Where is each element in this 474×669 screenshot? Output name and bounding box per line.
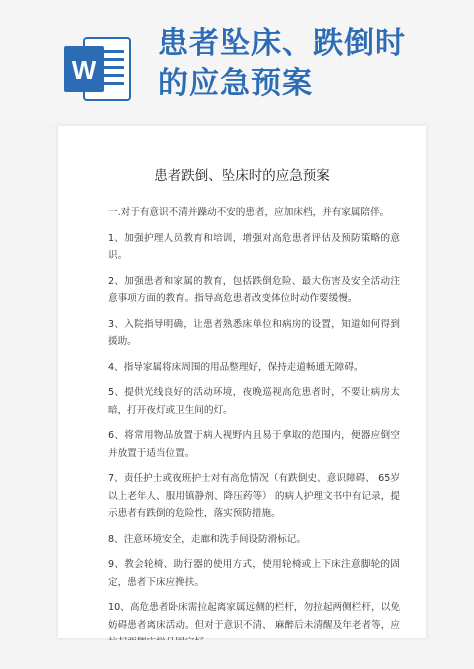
document-body: [108, 204, 400, 660]
paragraph-8: 8、注意环境安全，走廊和洗手间设防滑标记。: [108, 533, 306, 545]
header-banner: [0, 0, 474, 122]
svg-text:W: W: [71, 55, 97, 85]
document-page: [58, 126, 426, 638]
paragraph-3: 3、入院指导明确，让患者熟悉床单位和病房的设置，知道如何得到援助。: [108, 318, 400, 347]
document-title: 患者跌倒、坠床时的应急预案: [154, 168, 330, 184]
paragraph-4: 4、指导家属将床周围的用品整理好，保持走道畅通无障碍。: [108, 361, 364, 373]
paragraph-10: 10、高危患者卧床需拉起离家属远侧的栏杆，勿拉起两侧栏杆，以免妨碍患者离床活动。但对于意识不清、 麻醉后未清醒及年老者等，应: [108, 602, 400, 631]
header-title-line-2: 的应急预案: [158, 66, 313, 101]
paragraph-5: 5、提供光线良好的活动环境，夜晚巡视高危患者时，不要让病房太暗，打开夜灯或卫生间的灯。: [108, 387, 400, 416]
paragraph-2: 2、加强患者和家属的教育，包括跌倒危险、最大伤害及安全活动注意事项方面的教育。指导高危患者改变体位时动作要缓慢。: [108, 275, 400, 304]
header-title: [158, 24, 458, 104]
paragraph-6: 6、将常用物品放置于病人视野内且易于拿取的范围内，便器应倒空并放置于适当位置。: [108, 430, 400, 459]
word-document-icon: [62, 36, 132, 102]
page-footer: [0, 640, 474, 669]
paragraph-9: 9、教会轮椅、助行器的使用方式，使用轮椅或上下床注意脚轮的固定，患者下床应搀扶。: [108, 559, 400, 588]
paragraph-intro: 一.对于有意识不清并躁动不安的患者，应加床档，并有家属陪伴。: [108, 207, 390, 218]
header-title-line-1: 患者坠床、跌倒时: [158, 26, 406, 61]
paragraph-1: 1、加强护理人员教育和培训，增强对高危患者评估及预防策略的意识。: [108, 232, 400, 261]
paragraph-7: 7、责任护士或夜班护士对有高危情况（有跌倒史、意识障碍、 65岁以上老年人、服用镇静剂、降压药等） 的病人护理文书中有记录，提示患者有跌倒的危险性，落实预防措施。: [108, 473, 400, 519]
